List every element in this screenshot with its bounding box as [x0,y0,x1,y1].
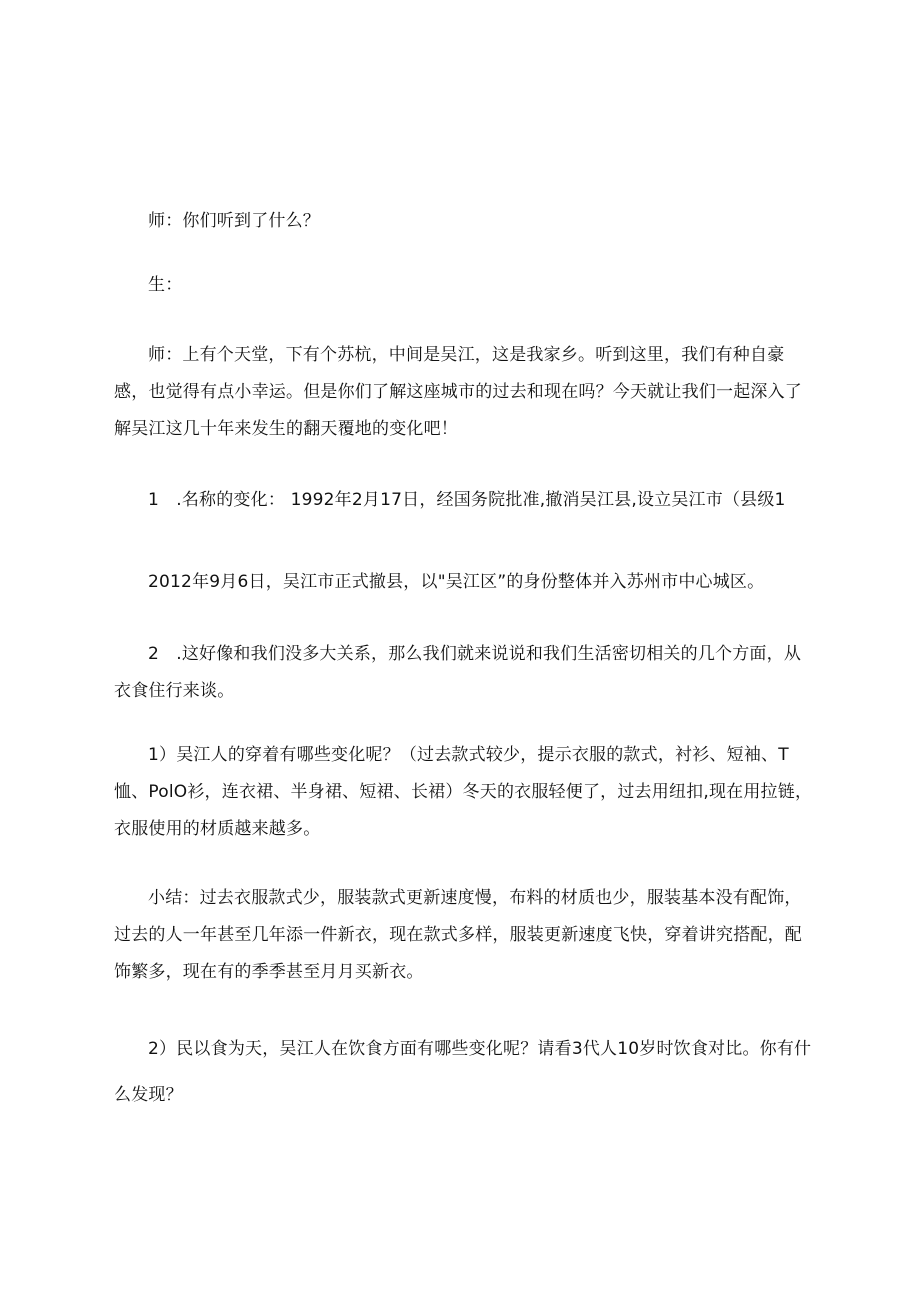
teacher-question: 师：你们听到了什么？ [148,211,320,231]
clothing-summary: 小结：过去衣服款式少，服装款式更新速度慢，布料的材质也少，服装基本没有配饰，过去的人一年甚至几年添一件新衣，现在款式多样，服装更新速度飞快，穿着讲究搭配，配饰繁多，现在有的季季甚至月月买新衣。 [114,888,802,982]
student-answer: 生： [148,275,183,295]
teacher-introduction: 师：上有个天堂，下有个苏杭，中间是吴江，这是我家乡。听到这里，我们有种自豪感，也觉得有点小幸运。但是你们了解这座城市的过去和现在吗？今天就让我们一起深入了解吴江这几十年来发生的翻天覆地的变化吧！ [114,345,802,439]
daily-life-item: 2 .这好像和我们没多大关系，那么我们就来说说和我们生活密切相关的几个方面，从衣食住行来谈。 [114,644,802,701]
clothing-question: 1）吴江人的穿着有哪些变化呢？（过去款式较少，提示衣服的款式，衬衫、短袖、T恤、PolO衫，连衣裙、半身裙、短裙、长裙）冬天的衣服轻便了，过去用纽扣,现在用拉链，衣服使用的材质越来越多。 [114,745,813,839]
name-change-item: 1 .名称的变化： 1992年2月17日，经国务院批准,撤消吴江县,设立吴江市（县级1 [148,490,786,510]
food-question: 2）民以食为天，吴江人在饮食方面有哪些变化呢？请看3代人10岁时饮食对比。你有什么发现？ [114,1039,812,1105]
name-change-2012: 2012年9月6日，吴江市正式撤县，以"吴江区”的身份整体并入苏州市中心城区。 [148,572,765,592]
